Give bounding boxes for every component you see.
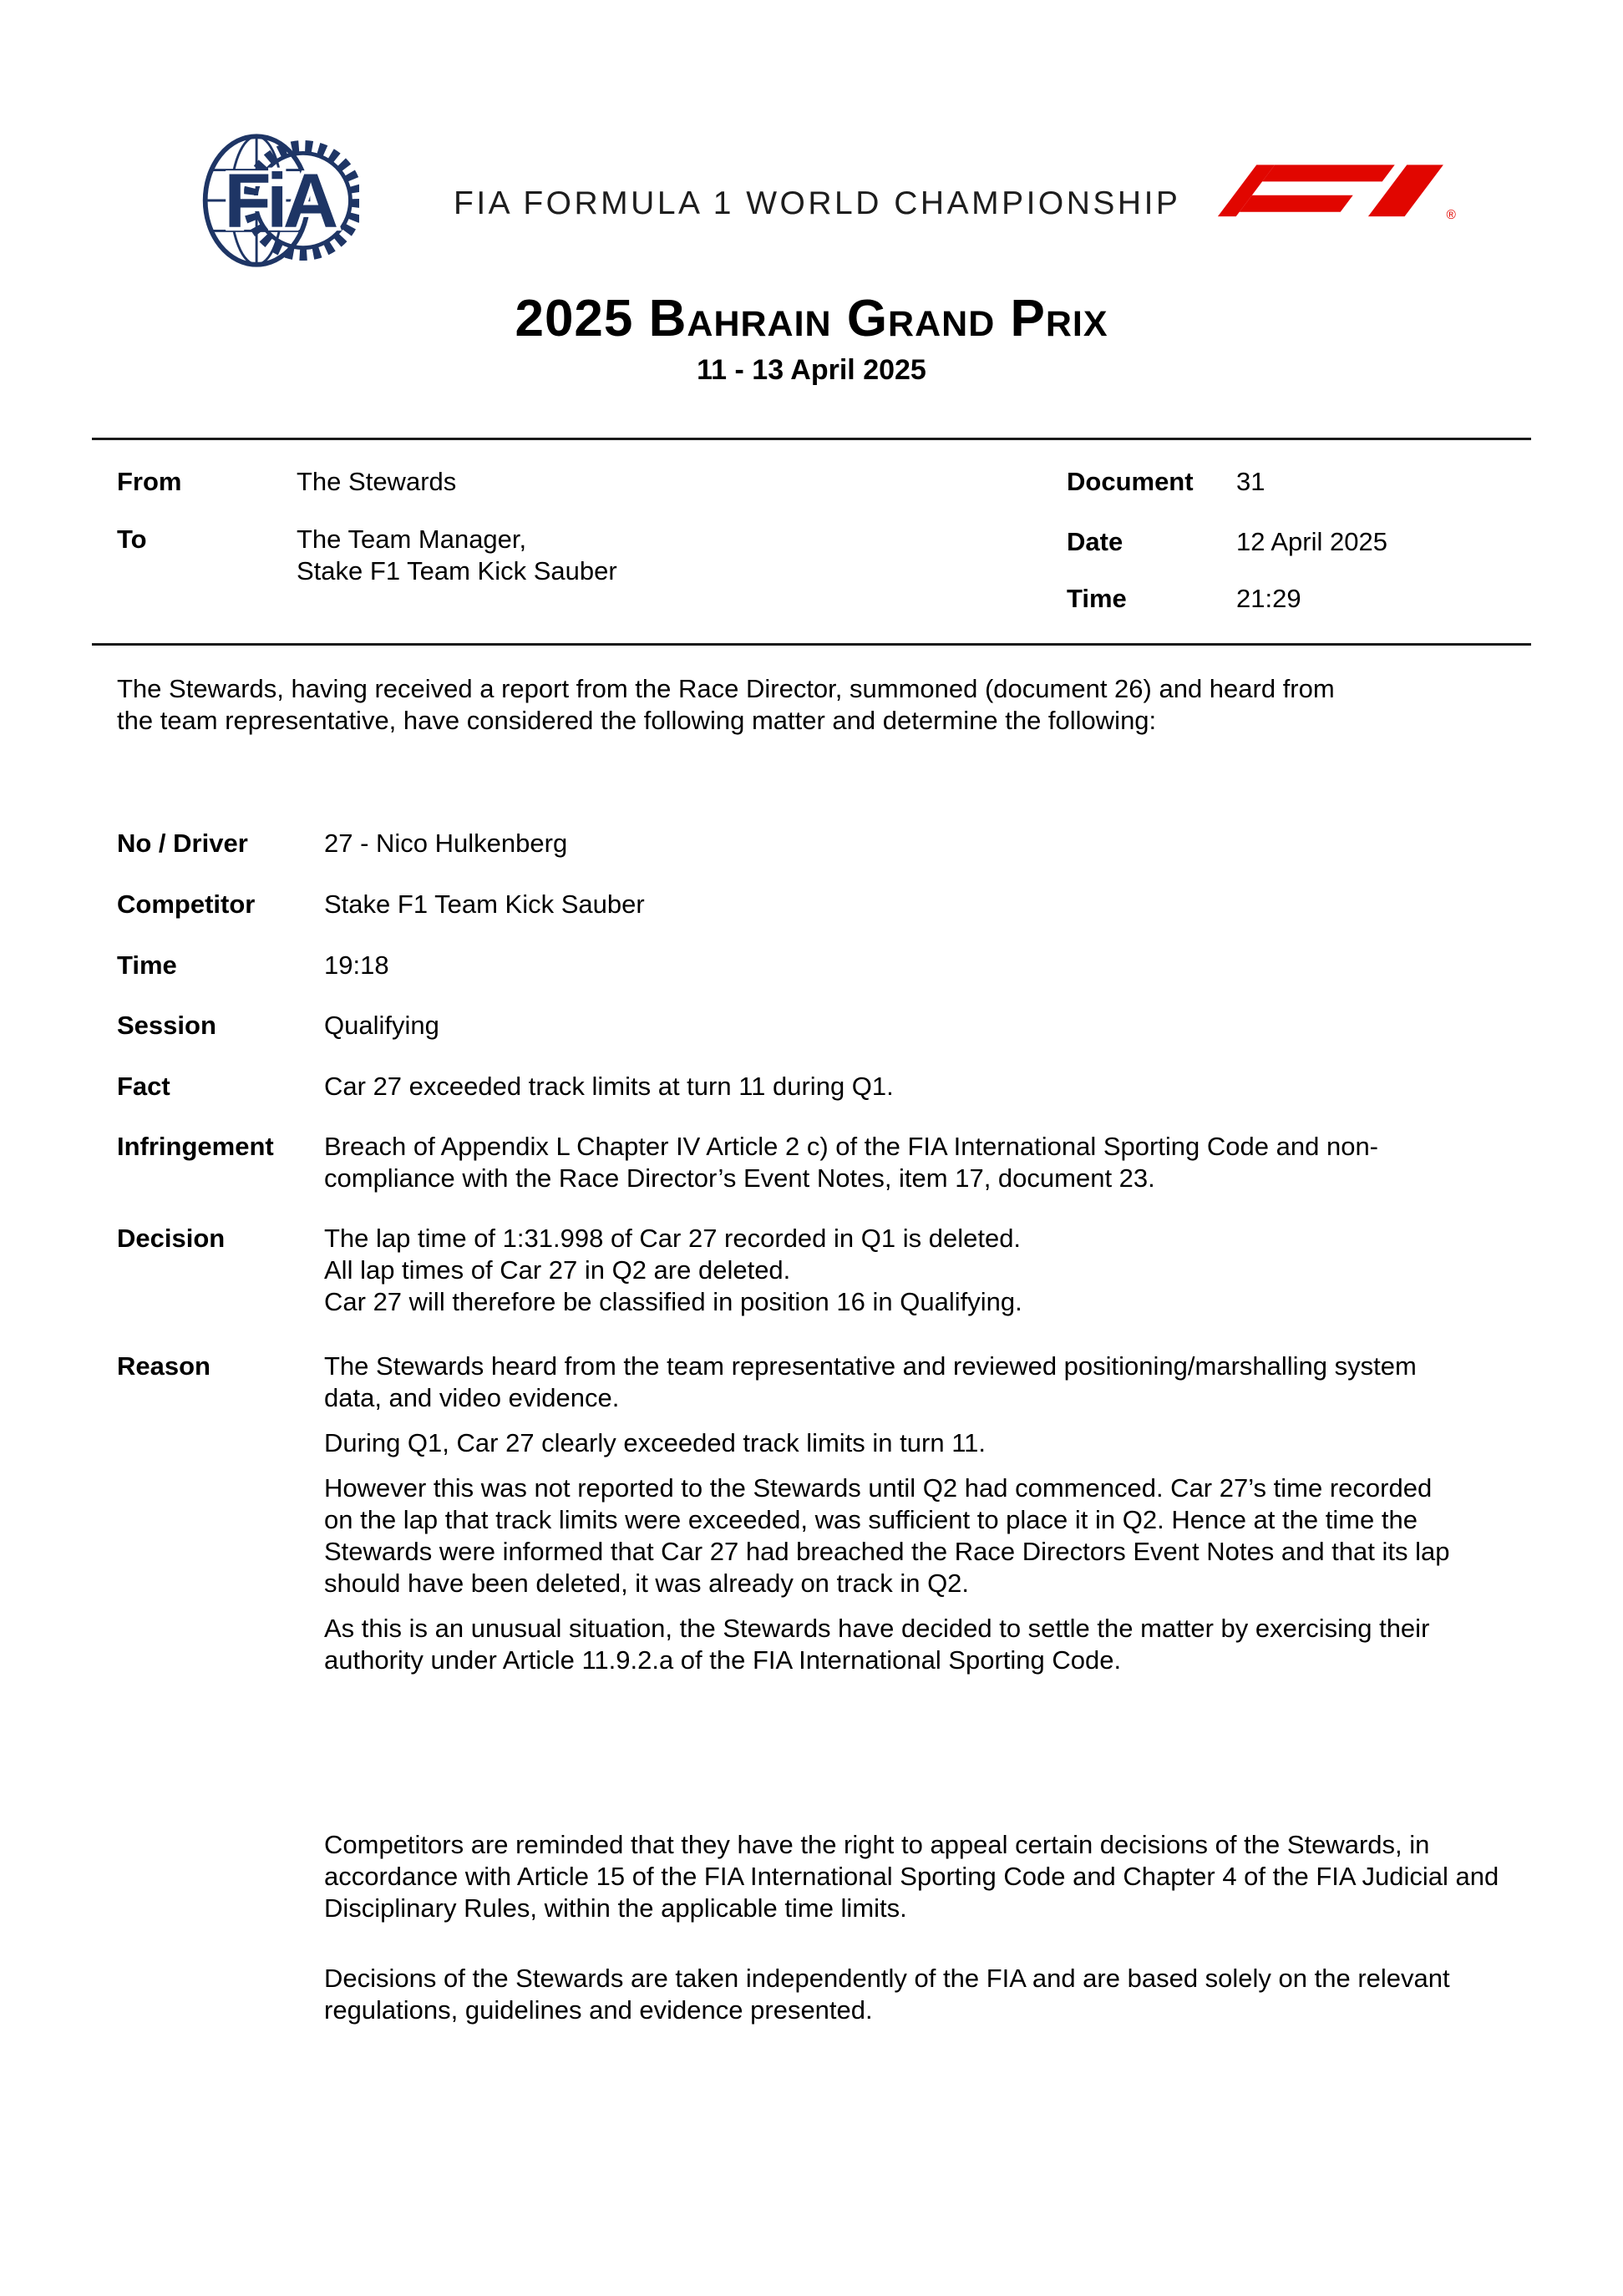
- reason-row: [117, 1351, 1460, 1676]
- document-value: 31: [1236, 467, 1265, 496]
- no-driver-row: [117, 828, 1460, 859]
- intro-paragraph: The Stewards, having received a report from the Race Director, summoned (document 26) and heard from the team representative, have considered the following matter and determine the following:: [117, 674, 1335, 735]
- to-label: To: [117, 525, 147, 554]
- to-row: [117, 524, 952, 587]
- to-value-line2: Stake F1 Team Kick Sauber: [297, 556, 617, 585]
- competitor-label: Competitor: [117, 890, 256, 919]
- decision-line2: All lap times of Car 27 in Q2 are deleted.: [324, 1255, 791, 1285]
- no-driver-label: No / Driver: [117, 829, 248, 858]
- reason-paragraph: However this was not reported to the Stewards until Q2 had commenced. Car 27’s time recorded on the lap that track limits were exceeded, was sufficient to place it in Q2. Hence at the time the Stewards were informed that Car 27 had breached the Race Directors Event Notes and that its lap should have been deleted, it was already on track in Q2.: [324, 1473, 1450, 1598]
- decision-label: Decision: [117, 1224, 226, 1253]
- session-row: [117, 1010, 1460, 1042]
- reason-paragraph: The Stewards heard from the team representative and reviewed positioning/marshalling system data, and video evidence.: [324, 1351, 1417, 1412]
- from-label: From: [117, 467, 182, 496]
- time-sent-value: 21:29: [1236, 584, 1301, 613]
- time-sent-label: Time: [1067, 584, 1127, 613]
- session-time-value: 19:18: [324, 950, 389, 980]
- session-label: Session: [117, 1011, 216, 1040]
- from-value: The Stewards: [297, 467, 457, 496]
- championship-title: FIA FORMULA 1 WORLD CHAMPIONSHIP: [454, 185, 1181, 221]
- document-row: [1067, 466, 1534, 498]
- infringement-row: [117, 1131, 1460, 1194]
- f1-logo-f-mid-bar: [1240, 195, 1353, 212]
- date-row: [1067, 526, 1534, 558]
- fact-label: Fact: [117, 1072, 170, 1101]
- to-value: [297, 524, 617, 587]
- reason-value: [324, 1351, 1460, 1676]
- no-driver-value: 27 - Nico Hulkenberg: [324, 829, 568, 858]
- decision-value: [324, 1223, 1460, 1318]
- to-value-line1: The Team Manager,: [297, 525, 527, 554]
- from-row: [117, 466, 952, 498]
- competitor-row: [117, 889, 1460, 920]
- independence-note: Decisions of the Stewards are taken independently of the FIA and are based solely on the relevant regulations, guidelines and evidence presented.: [324, 1964, 1450, 2025]
- date-value: 12 April 2025: [1236, 527, 1387, 556]
- reason-paragraph: As this is an unusual situation, the Stewards have decided to settle the matter by exercising their authority under Article 11.9.2.a of the FIA International Sporting Code.: [324, 1614, 1430, 1675]
- divider-bottom: [92, 643, 1531, 646]
- event-dates: 11 - 13 April 2025: [697, 354, 926, 386]
- appeal-note: Competitors are reminded that they have the right to appeal certain decisions of the Stewards, in accordance with Article 15 of the FIA International Sporting Code and Chapter 4 of the FIA Judicial and Disciplinary Rules, within the applicable time limits.: [324, 1830, 1499, 1923]
- f1-logo-f-top-bar: [1262, 165, 1395, 181]
- session-value: Qualifying: [324, 1011, 439, 1040]
- fia-logo: [199, 122, 359, 279]
- decision-line3: Car 27 will therefore be classified in position 16 in Qualifying.: [324, 1287, 1022, 1316]
- session-time-label: Time: [117, 950, 177, 980]
- divider-top: [92, 438, 1531, 440]
- fia-logo-text: FiA: [224, 157, 334, 244]
- fact-value: Car 27 exceeded track limits at turn 11 during Q1.: [324, 1072, 894, 1101]
- f1-logo: [1209, 164, 1459, 222]
- decision-row: [117, 1223, 1460, 1318]
- fact-row: [117, 1071, 1460, 1102]
- decision-line1: The lap time of 1:31.998 of Car 27 recorded in Q1 is deleted.: [324, 1224, 1022, 1253]
- session-time-row: [117, 950, 1460, 981]
- reason-paragraph: During Q1, Car 27 clearly exceeded track limits in turn 11.: [324, 1428, 986, 1457]
- event-title: 2025 Bahrain Grand Prix: [515, 290, 1108, 347]
- infringement-value: Breach of Appendix L Chapter IV Article 2 c) of the FIA International Sporting Code and non-compliance with the Race Director’s Event Notes, item 17, document 23.: [324, 1132, 1379, 1193]
- date-label: Date: [1067, 527, 1123, 556]
- competitor-value: Stake F1 Team Kick Sauber: [324, 890, 645, 919]
- document-label: Document: [1067, 467, 1194, 496]
- reason-label: Reason: [117, 1351, 210, 1381]
- time-sent-row: [1067, 583, 1534, 615]
- f1-registered-mark: ®: [1446, 207, 1456, 222]
- infringement-label: Infringement: [117, 1132, 274, 1161]
